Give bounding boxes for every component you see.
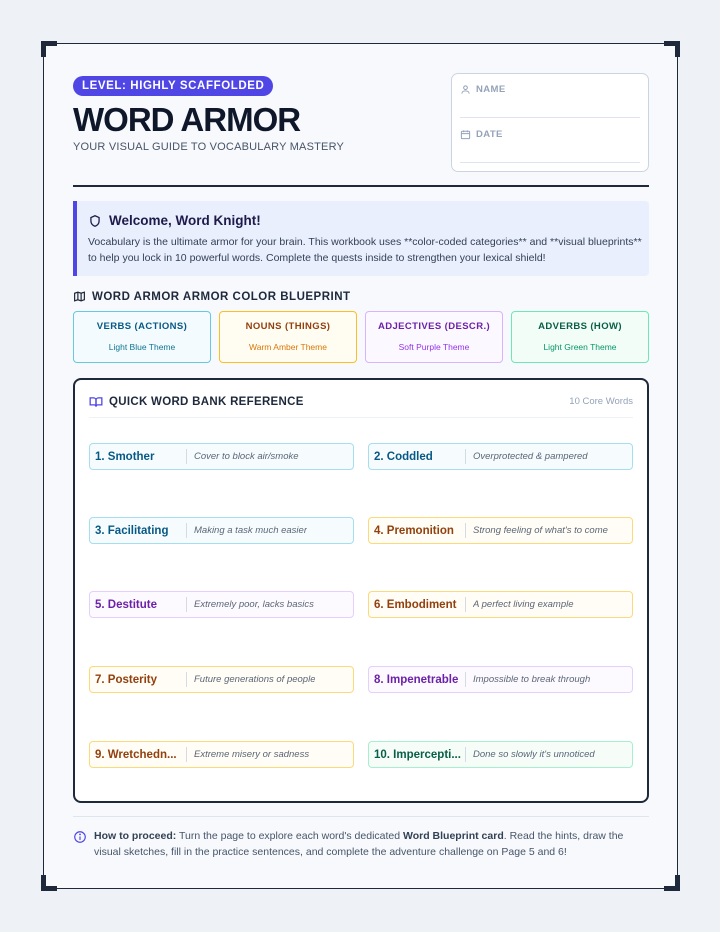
corner-bracket	[664, 41, 680, 57]
theme-card-adverbs	[511, 311, 649, 363]
welcome-text: Vocabulary is the ultimate armor for your brain. This workbook uses **color-coded categories** and **visual blueprints** to help you lock in 10 powerful words. Complete the quests inside to strengthen your lexical shield!	[88, 236, 642, 264]
user-icon	[460, 84, 471, 95]
word-bank-title: QUICK WORD BANK REFERENCE	[109, 395, 304, 408]
word-term: 8. Impenetrable	[374, 673, 459, 686]
word-term: 6. Embodiment	[374, 598, 457, 611]
blueprint-title: WORD ARMOR ARMOR COLOR BLUEPRINT	[92, 290, 351, 303]
word-term: 1. Smother	[95, 450, 155, 463]
welcome-callout	[73, 201, 649, 276]
word-definition: Overprotected & pampered	[473, 451, 588, 462]
worksheet-page	[43, 43, 678, 889]
word-divider	[186, 523, 187, 538]
theme-sub: Light Green Theme	[543, 342, 617, 352]
word-card	[368, 443, 633, 470]
blueprint-heading	[73, 290, 351, 303]
word-definition: Strong feeling of what's to come	[473, 525, 608, 536]
name-field[interactable]	[460, 74, 640, 118]
word-card	[89, 517, 354, 544]
word-divider	[465, 449, 466, 464]
word-card	[89, 666, 354, 693]
word-term: 5. Destitute	[95, 598, 157, 611]
word-term: 7. Posterity	[95, 673, 157, 686]
theme-card-nouns	[219, 311, 357, 363]
word-term: 10. Impercepti...	[374, 748, 461, 761]
page-title: WORD ARMOR	[73, 101, 301, 138]
word-divider	[186, 449, 187, 464]
theme-name: VERBS (ACTIONS)	[96, 321, 188, 332]
word-card	[368, 591, 633, 618]
corner-bracket	[664, 875, 680, 891]
word-divider	[465, 523, 466, 538]
corner-bracket	[41, 875, 57, 891]
word-card	[368, 517, 633, 544]
word-card	[368, 666, 633, 693]
word-card	[368, 741, 633, 768]
info-icon	[73, 830, 87, 844]
word-divider	[186, 747, 187, 762]
word-definition: Extreme misery or sadness	[194, 749, 310, 760]
theme-sub: Light Blue Theme	[108, 342, 176, 352]
word-definition: Future generations of people	[194, 674, 316, 685]
instructions-bold: Word Blueprint card	[403, 830, 504, 842]
word-divider	[186, 597, 187, 612]
theme-name: NOUNS (THINGS)	[245, 321, 331, 332]
name-label	[460, 84, 506, 95]
page-subtitle: YOUR VISUAL GUIDE TO VOCABULARY MASTERY	[73, 141, 345, 153]
theme-sub: Soft Purple Theme	[398, 342, 470, 352]
welcome-title: Welcome, Word Knight!	[109, 213, 261, 228]
word-count: 10 Core Words	[569, 396, 633, 407]
word-definition: Making a task much easier	[194, 525, 307, 536]
map-icon	[73, 290, 86, 303]
calendar-icon	[460, 129, 471, 140]
word-divider	[465, 672, 466, 687]
date-label-text: DATE	[476, 129, 503, 140]
welcome-heading	[88, 213, 261, 228]
date-label	[460, 129, 503, 140]
word-divider	[465, 747, 466, 762]
instructions-footer	[73, 816, 649, 860]
theme-card-verbs	[73, 311, 211, 363]
word-divider	[186, 672, 187, 687]
word-card	[89, 443, 354, 470]
date-field[interactable]	[460, 119, 640, 163]
instructions-text	[94, 828, 649, 860]
word-card	[89, 591, 354, 618]
word-definition: Cover to block air/smoke	[194, 451, 299, 462]
word-bank-header	[89, 394, 633, 418]
name-date-box	[451, 73, 649, 172]
theme-name: ADVERBS (HOW)	[538, 321, 622, 332]
book-open-icon	[89, 395, 103, 409]
word-definition: Extremely poor, lacks basics	[194, 599, 314, 610]
theme-name: ADJECTIVES (DESCR.)	[377, 321, 491, 332]
theme-sub: Warm Amber Theme	[249, 342, 327, 352]
word-term: 3. Facilitating	[95, 524, 169, 537]
shield-icon	[88, 214, 102, 228]
word-definition: Done so slowly it's unnoticed	[473, 749, 595, 760]
word-term: 4. Premonition	[374, 524, 454, 537]
name-label-text: NAME	[476, 84, 506, 95]
word-term: 2. Coddled	[374, 450, 433, 463]
word-bank	[73, 378, 649, 803]
corner-bracket	[41, 41, 57, 57]
instructions-lead: How to proceed:	[94, 830, 177, 842]
level-badge: LEVEL: HIGHLY SCAFFOLDED	[73, 76, 273, 96]
header-divider	[73, 185, 649, 187]
theme-card-adjectives	[365, 311, 503, 363]
instructions-part: Turn the page to explore each word's dedicated	[176, 830, 403, 842]
word-term: 9. Wretchedn...	[95, 748, 177, 761]
word-definition: A perfect living example	[473, 599, 574, 610]
instructions-part: . Read the hints, draw the visual sketches, fill in the practice sentences, and complete the adventure challenge on Page 5 and 6!	[94, 830, 624, 858]
word-card	[89, 741, 354, 768]
color-blueprint	[73, 311, 649, 363]
word-definition: Impossible to break through	[473, 674, 591, 685]
word-divider	[465, 597, 466, 612]
